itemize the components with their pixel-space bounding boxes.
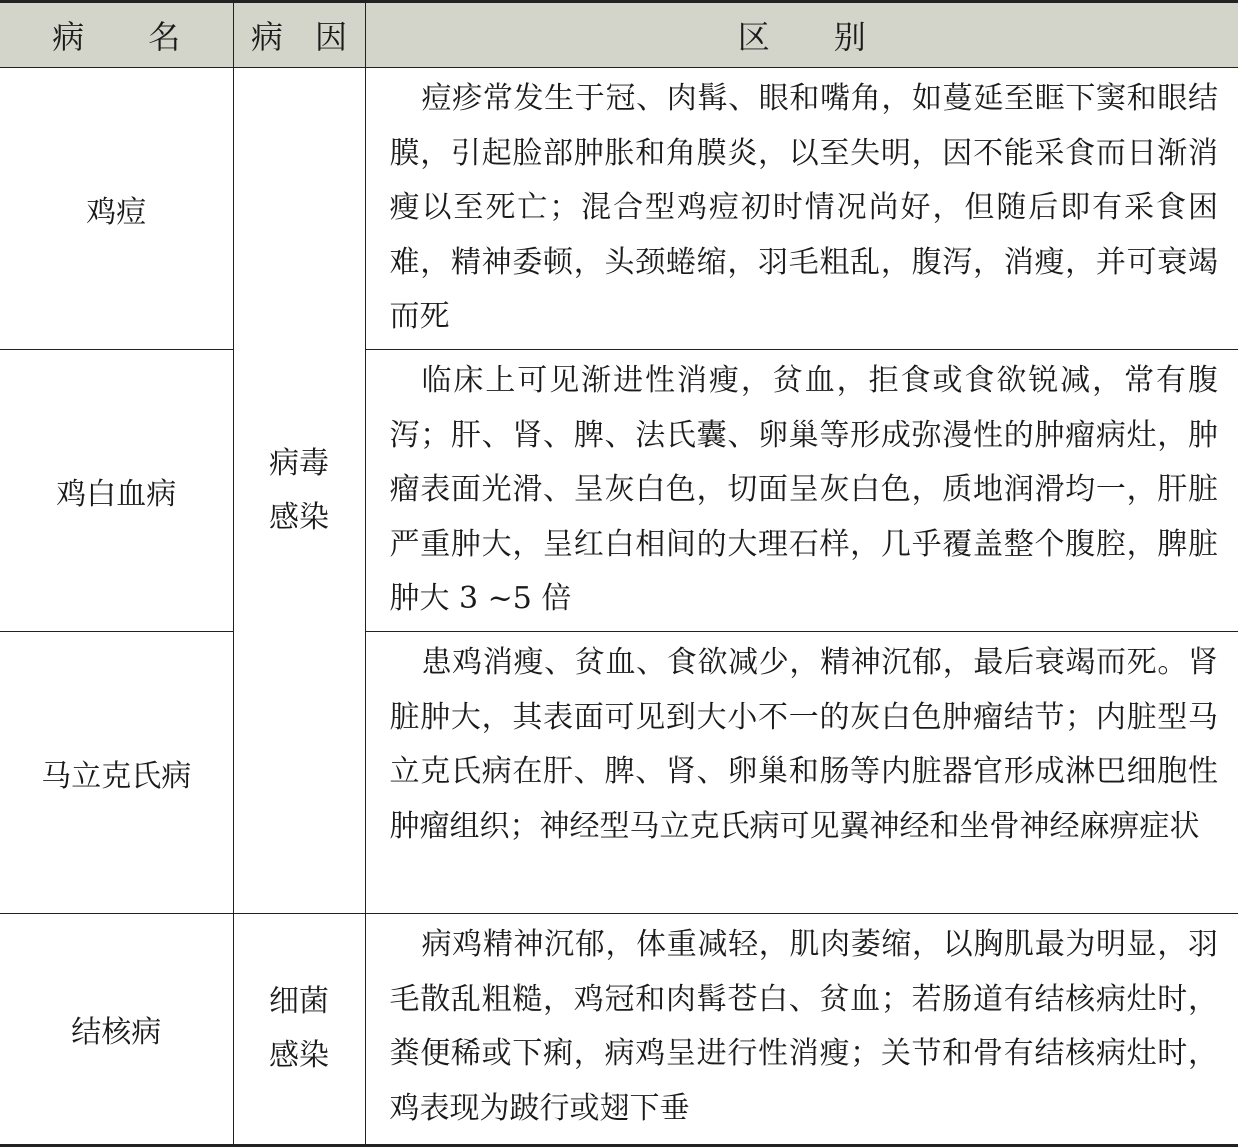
difference-cell: 患鸡消瘦、贫血、食欲减少，精神沉郁，最后衰竭而死。肾脏肿大，其表面可见到大小不一的灰白色肿瘤结节；内脏型马立克氏病在肝、脾、肾、卵巢和肠等内脏器官形成淋巴细胞性肿瘤组织；神经型马立克氏病可见翼神经和坐骨神经麻痹症状 [365, 632, 1238, 914]
disease-name-cell: 鸡痘 [0, 68, 233, 350]
table-row [0, 914, 1238, 1146]
cause-cell-bacterial: 细菌感染 [233, 914, 365, 1146]
header-difference: 区 别 [365, 2, 1238, 68]
disease-name-cell: 鸡白血病 [0, 350, 233, 632]
disease-name-cell: 结核病 [0, 914, 233, 1146]
table-row [0, 350, 1238, 632]
header-disease-name: 病 名 [0, 2, 233, 68]
table-header-row [0, 2, 1238, 68]
table-row [0, 632, 1238, 914]
difference-cell: 痘疹常发生于冠、肉髯、眼和嘴角，如蔓延至眶下窦和眼结膜，引起脸部肿胀和角膜炎，以至失明，因不能采食而日渐消瘦以至死亡；混合型鸡痘初时情况尚好，但随后即有采食困难，精神委顿，头颈蜷缩，羽毛粗乱，腹泻，消瘦，并可衰竭而死 [365, 68, 1238, 350]
difference-cell: 临床上可见渐进性消瘦，贫血，拒食或食欲锐减，常有腹泻；肝、肾、脾、法氏囊、卵巢等形成弥漫性的肿瘤病灶，肿瘤表面光滑、呈灰白色，切面呈灰白色，质地润滑均一，肝脏严重肿大，呈红白相间的大理石样，几乎覆盖整个腹腔，脾脏肿大 3 ~5 倍 [365, 350, 1238, 632]
table-row [0, 68, 1238, 350]
cause-cell-viral: 病毒感染 [233, 68, 365, 914]
disease-name-cell: 马立克氏病 [0, 632, 233, 914]
difference-cell: 病鸡精神沉郁，体重减轻，肌肉萎缩，以胸肌最为明显，羽毛散乱粗糙，鸡冠和肉髯苍白、贫血；若肠道有结核病灶时，粪便稀或下痢，病鸡呈进行性消瘦；关节和骨有结核病灶时，鸡表现为跛行或翅下垂 [365, 914, 1238, 1146]
header-cause: 病 因 [233, 2, 365, 68]
